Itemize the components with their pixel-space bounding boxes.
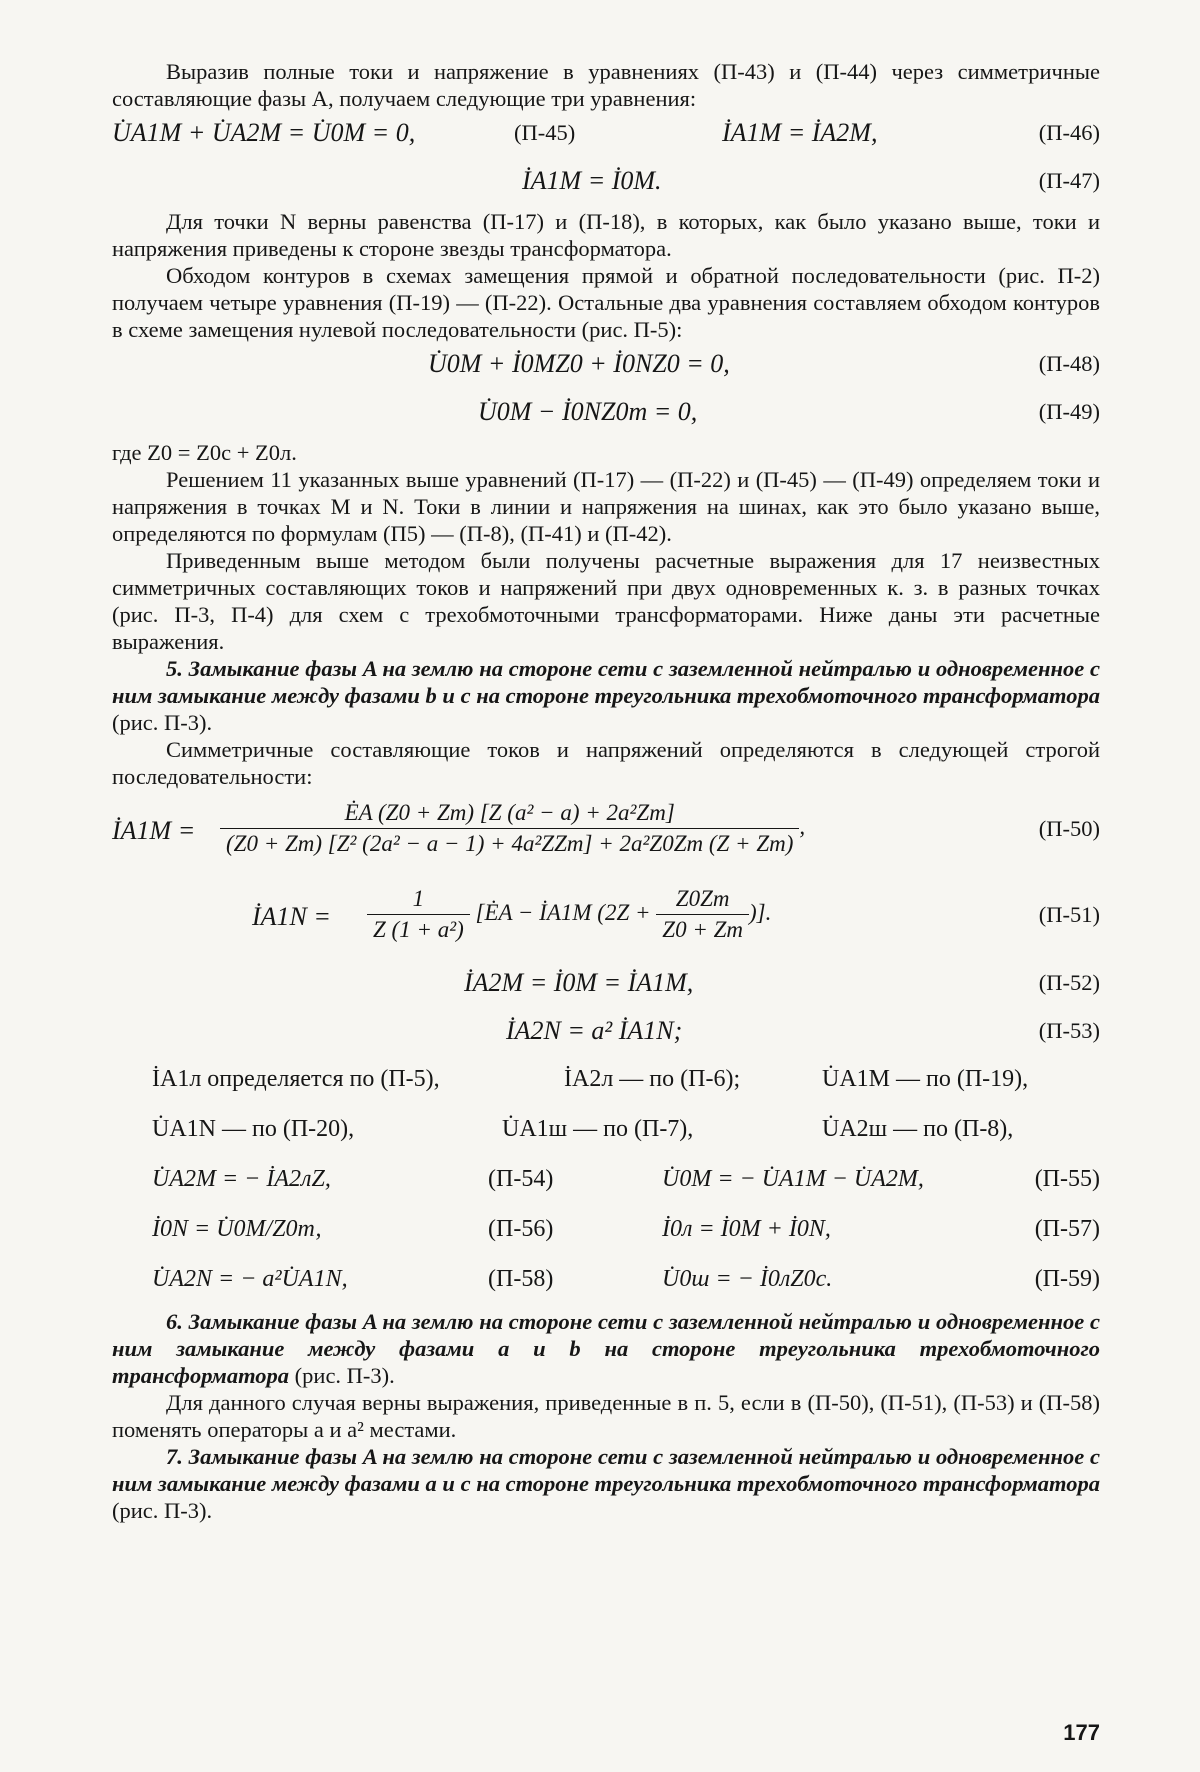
definition-ua2sh: U̇A2ш — по (П-8), [822, 1116, 1014, 1142]
equation-53: İA2N = a² İA1N; [506, 1016, 683, 1045]
case-6-title: 6. Замыкание фазы A на землю на стороне сети с заземленной нейтралью и одновременное с ним замыкание между фазами a и b на стороне треугольника трехобмоточного трансформатора [112, 1309, 1100, 1388]
equation-row-51 [112, 876, 1100, 962]
equation-54: U̇A2M = − İA2лZ, [152, 1166, 331, 1192]
equation-46-number: (П-46) [1038, 120, 1100, 145]
equation-51-inner-denominator: Z0 + Zт [662, 917, 743, 942]
case-7-title: 7. Замыкание фазы A на землю на стороне сети с заземленной нейтралью и одновременное с ним замыкание между фазами a и c на стороне треугольника трехобмоточного трансформатора [112, 1444, 1100, 1496]
page-content [112, 58, 1100, 1524]
equation-49-number: (П-49) [1038, 399, 1100, 424]
equation-row-48 [112, 343, 1100, 391]
equation-row-53 [112, 1010, 1100, 1058]
equation-47-number: (П-47) [1038, 168, 1100, 193]
equation-58-number: (П-58) [488, 1266, 554, 1292]
equation-52: İA2M = İ0M = İA1M, [464, 968, 694, 997]
equation-56: İ0N = U̇0M/Z0т, [152, 1216, 322, 1242]
equation-row-49 [112, 391, 1100, 439]
case-5-figure-ref: (рис. П-3). [112, 710, 213, 735]
equation-46: İA1M = İA2M, [722, 118, 878, 147]
definition-ua1sh: U̇A1ш — по (П-7), [502, 1116, 694, 1142]
case-6-heading [112, 1308, 1100, 1389]
case-5-heading [112, 655, 1100, 736]
equation-53-number: (П-53) [1038, 1018, 1100, 1043]
equation-51-number: (П-51) [1038, 902, 1100, 927]
equation-58: U̇A2N = − a²U̇A1N, [152, 1266, 348, 1292]
definition-ua1m: U̇A1M — по (П-19), [822, 1066, 1029, 1092]
equation-55-number: (П-55) [1034, 1166, 1100, 1192]
equation-55: U̇0M = − U̇A1M − U̇A2M, [662, 1166, 924, 1192]
equation-row-50 [112, 790, 1100, 876]
paragraph-method: Приведенным выше методом были получены расчетные выражения для 17 неизвестных симметричных составляющих токов и напряжений при двух одновременных к. з. в разных точках (рис. П-3, П-4) для схем с трехобмоточными трансформаторами. Ниже даны эти расчетные выражения. [112, 548, 1100, 654]
equation-48: U̇0M + İ0MZ0 + İ0NZ0 = 0, [428, 349, 730, 378]
definitions-row-2 [112, 1108, 1100, 1158]
equation-row-52 [112, 962, 1100, 1010]
equation-50-fraction [220, 800, 805, 857]
equation-45-number: (П-45) [514, 120, 576, 145]
equation-51-tail: )]. [749, 899, 772, 925]
equation-54-number: (П-54) [488, 1166, 554, 1192]
equation-51-denominator: Z (1 + a²) [373, 917, 464, 942]
equation-row-45-46 [112, 112, 1100, 160]
paragraph-point-n: Для точки N верны равенства (П-17) и (П-18), в которых, как было указано выше, токи и напряжения приведены к стороне звезды трансформатора. [112, 209, 1100, 261]
equation-pair-58-59 [112, 1258, 1100, 1308]
equation-52-number: (П-52) [1038, 970, 1100, 995]
paragraph-case-6: Для данного случая верны выражения, приведенные в п. 5, если в (П-50), (П-51), (П-53) и (П-58) поменять операторы a и a² местами. [112, 1390, 1100, 1442]
equation-57: İ0л = İ0M + İ0N, [662, 1216, 831, 1242]
equation-51-inner-numerator: Z0Zт [656, 886, 749, 915]
paragraph-contours: Обходом контуров в схемах замещения прямой и обратной последовательности (рис. П-2) получаем четыре уравнения (П-19) — (П-22). Остальные два уравнения составляем обходом контуров в схеме замещения нулевой последовательности (рис. П-5): [112, 263, 1100, 342]
equation-50-number: (П-50) [1038, 816, 1100, 841]
equation-row-47 [112, 160, 1100, 208]
equation-50-lhs: İA1M = [112, 816, 196, 845]
equation-57-number: (П-57) [1034, 1216, 1100, 1242]
equation-51-lhs: İA1N = [252, 902, 331, 931]
case-7-heading [112, 1443, 1100, 1524]
equation-51-body [367, 886, 771, 943]
definition-ua1n: U̇A1N — по (П-20), [152, 1116, 355, 1142]
equation-50-tail: , [799, 813, 806, 839]
equation-47: İA1M = İ0M. [522, 166, 662, 195]
equation-59-number: (П-59) [1034, 1266, 1100, 1292]
equation-51-numerator: 1 [367, 886, 470, 915]
case-6-figure-ref: (рис. П-3). [289, 1363, 395, 1388]
paragraph-solution: Решением 11 указанных выше уравнений (П-17) — (П-22) и (П-45) — (П-49) определяем токи и напряжения в точках M и N. Токи в линии и напряжения на шинах, как это было указано выше, определяются по формулам (П5) — (П-8), (П-41) и (П-42). [112, 467, 1100, 546]
page-number: 177 [1063, 1720, 1100, 1745]
case-7-figure-ref: (рис. П-3). [112, 1498, 213, 1523]
equation-45: U̇A1M + U̇A2M = U̇0M = 0, [112, 118, 416, 147]
equation-pair-56-57 [112, 1208, 1100, 1258]
equation-48-number: (П-48) [1038, 351, 1100, 376]
equation-pair-54-55 [112, 1158, 1100, 1208]
equation-50-numerator: ĖA (Z0 + Zт) [Z (a² − a) + 2a²Zт] [220, 800, 799, 829]
definitions-row-1 [112, 1058, 1100, 1108]
equation-50-denominator: (Z0 + Zт) [Z² (2a² − a − 1) + 4a²ZZт] + 2a²Z0Zт (Z + Zт) [226, 831, 794, 856]
definition-ia2l: İA2л — по (П-6); [564, 1066, 741, 1092]
equation-59: U̇0ш = − İ0лZ0с. [662, 1266, 833, 1292]
intro-paragraph: Выразив полные токи и напряжение в уравнениях (П-43) и (П-44) через симметричные составляющие фазы A, получаем следующие три уравнения: [112, 59, 1100, 111]
where-line: где Z0 = Z0с + Z0л. [112, 440, 297, 465]
paragraph-sequence: Симметричные составляющие токов и напряжений определяются в следующей строгой последовательности: [112, 737, 1100, 789]
equation-51-bracket: [ĖA − İA1M (2Z + [475, 899, 657, 925]
definition-ia1l: İA1л определяется по (П-5), [152, 1066, 440, 1092]
equation-56-number: (П-56) [488, 1216, 554, 1242]
case-5-title: 5. Замыкание фазы A на землю на стороне сети с заземленной нейтралью и одновременное с ним замыкание между фазами b и c на стороне треугольника трехобмоточного трансформатора [112, 656, 1100, 708]
equation-49: U̇0M − İ0NZ0т = 0, [478, 397, 698, 426]
